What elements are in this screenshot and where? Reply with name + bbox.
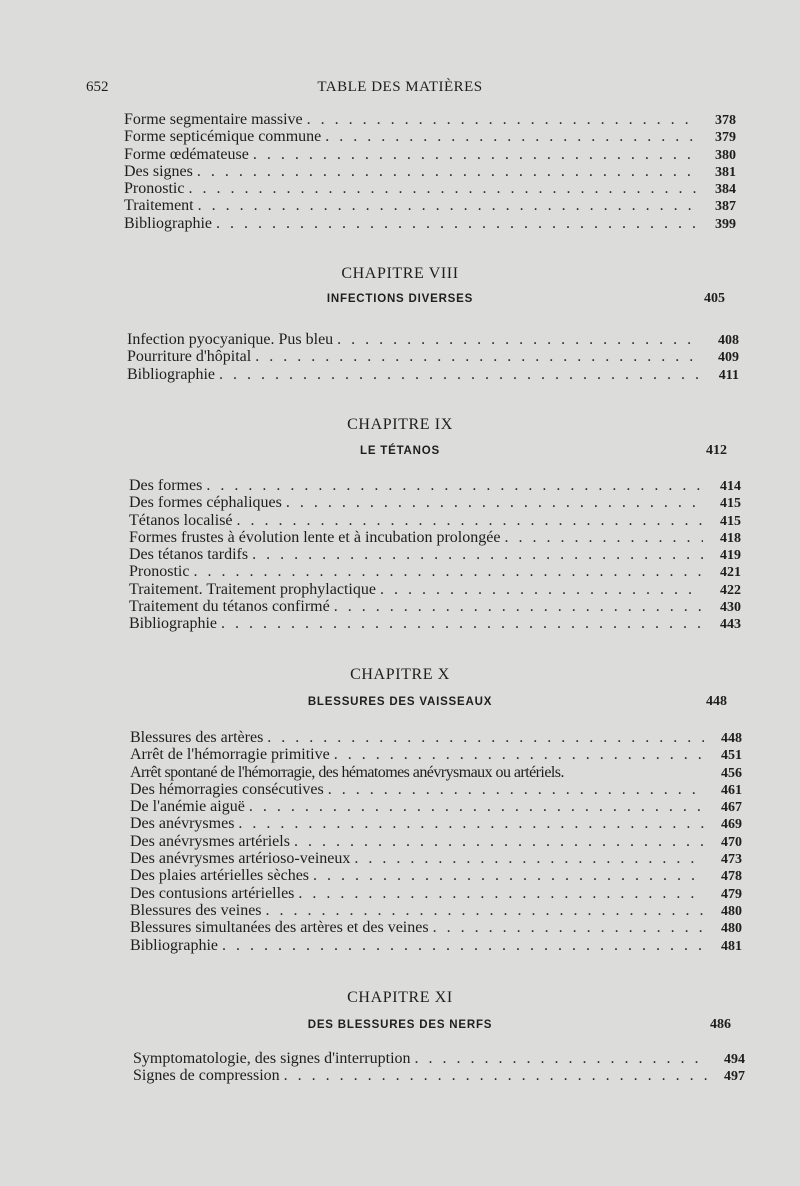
chapter-page: 405	[704, 291, 725, 306]
entry-list-chapter-10	[130, 729, 742, 954]
chapter-subtitle: BLESSURES DES VAISSEAUX	[307, 696, 493, 708]
toc-entry: Blessures simultanées des artères et des veines . . . 480	[130, 919, 742, 936]
chapter-page: 412	[706, 443, 727, 458]
toc-entry: Des anévrysmes artériels . . . 470	[130, 833, 742, 850]
toc-entry: Bibliographie . . . 481	[130, 937, 742, 954]
entry-list-intro	[124, 111, 736, 232]
toc-entry: Pronostic . . . 421	[129, 563, 741, 580]
toc-entry: Symptomatologie, des signes d'interruption . . . 494	[133, 1050, 745, 1067]
toc-entry: Signes de compression . . . 497	[133, 1067, 745, 1084]
toc-entry: Traitement du tétanos confirmé . . . 430	[129, 598, 741, 615]
entry-list-chapter-9	[129, 477, 741, 633]
toc-entry: Des anévrysmes . . . 469	[130, 815, 742, 832]
toc-entry: Forme segmentaire massive . . . 378	[124, 111, 736, 128]
entry-list-chapter-8	[127, 331, 739, 383]
toc-entry: Arrêt spontané de l'hémorragie, des hématomes anévrysmaux ou artériels. 456	[130, 763, 742, 781]
chapter-subtitle: DES BLESSURES DES NERFS	[307, 1019, 493, 1031]
toc-entry: Tétanos localisé . . . 415	[129, 512, 741, 529]
toc-entry: Blessures des veines . . . 480	[130, 902, 742, 919]
chapter-subtitle: LE TÉTANOS	[360, 445, 440, 457]
toc-entry: De l'anémie aiguë . . . 467	[130, 798, 742, 815]
toc-entry: Des signes . . . 381	[124, 163, 736, 180]
chapter-page: 486	[710, 1017, 731, 1032]
toc-entry: Des formes céphaliques . . . 415	[129, 494, 741, 511]
toc-entry: Bibliographie . . . 443	[129, 615, 741, 632]
toc-entry: Blessures des artères . . . 448	[130, 729, 742, 746]
toc-entry: Des formes . . . 414	[129, 477, 741, 494]
page-title: TABLE DES MATIÈRES	[317, 79, 483, 95]
toc-entry: Bibliographie . . . 399	[124, 215, 736, 232]
chapter-heading: CHAPITRE XI	[347, 989, 453, 1006]
entry-list-chapter-11	[133, 1050, 745, 1085]
toc-entry: Pronostic . . . 384	[124, 180, 736, 197]
toc-entry: Forme septicémique commune . . . 379	[124, 128, 736, 145]
toc-entry: Des tétanos tardifs . . . 419	[129, 546, 741, 563]
toc-entry: Traitement . . . 387	[124, 197, 736, 214]
toc-entry: Des contusions artérielles . . . 479	[130, 885, 742, 902]
chapter-page: 448	[706, 694, 727, 709]
toc-entry: Pourriture d'hôpital . . . 409	[127, 348, 739, 365]
toc-entry: Arrêt de l'hémorragie primitive . . . 451	[130, 746, 742, 763]
toc-entry: Des anévrysmes artérioso-veineux . . . 473	[130, 850, 742, 867]
toc-entry: Forme œdémateuse . . . 380	[124, 146, 736, 163]
toc-entry: Formes frustes à évolution lente et à incubation prolongée . . . 418	[129, 529, 741, 546]
toc-entry: Traitement. Traitement prophylactique . . . 422	[129, 581, 741, 598]
chapter-heading: CHAPITRE IX	[347, 416, 453, 433]
running-head	[0, 79, 800, 99]
page-number: 652	[86, 79, 109, 95]
toc-entry: Infection pyocyanique. Pus bleu . . . 408	[127, 331, 739, 348]
toc-entry: Bibliographie . . . 411	[127, 366, 739, 383]
chapter-subtitle: INFECTIONS DIVERSES	[326, 293, 474, 305]
chapter-heading: CHAPITRE VIII	[341, 265, 459, 282]
chapter-heading: CHAPITRE X	[350, 666, 450, 683]
toc-entry: Des plaies artérielles sèches . . . 478	[130, 867, 742, 884]
toc-entry: Des hémorragies consécutives . . . 461	[130, 781, 742, 798]
